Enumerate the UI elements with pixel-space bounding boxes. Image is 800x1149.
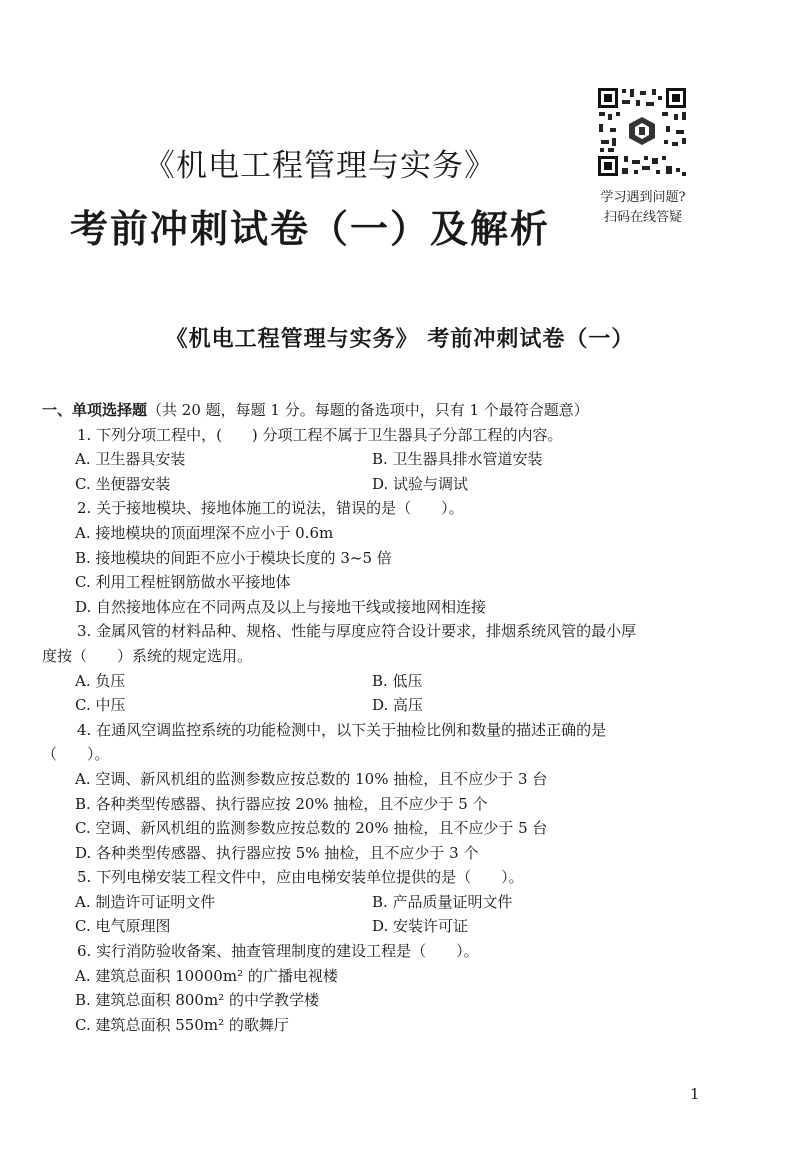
answer-option: C. 空调、新风机组的监测参数应按总数的 20% 抽检，且不应少于 5 台 — [75, 819, 548, 838]
answer-option: A. 空调、新风机组的监测参数应按总数的 10% 抽检，且不应少于 3 台 — [75, 769, 548, 788]
question-list — [42, 398, 722, 1037]
question-stem: 5. 下列电梯安装工程文件中，应由电梯安装单位提供的是（ ）。 — [77, 868, 524, 887]
section-heading — [42, 398, 722, 423]
answer-option: D. 安装许可证 — [372, 917, 469, 936]
answer-option: A. 负压 — [75, 671, 126, 690]
qr-caption-line: 学习遇到问题? — [600, 190, 686, 205]
book-subtitle: 《机电工程管理与实务》 — [144, 148, 496, 184]
option-row — [42, 447, 722, 472]
answer-option: B. 低压 — [372, 671, 423, 690]
option-row — [42, 914, 722, 939]
section-label: 一、单项选择题 — [42, 401, 148, 419]
answer-option: A. 制造许可证明文件 — [75, 892, 216, 911]
qr-caption-line: 扫码在线答疑 — [603, 210, 682, 225]
answer-option: A. 卫生器具安装 — [75, 450, 186, 469]
answer-option: D. 各种类型传感器、执行器应按 5% 抽检，且不应少于 3 个 — [75, 843, 479, 862]
qr-code[interactable] — [596, 86, 688, 178]
option-row — [42, 669, 722, 694]
answer-option: D. 试验与调试 — [372, 474, 469, 493]
answer-option: A. 建筑总面积 10000m² 的广播电视楼 — [75, 966, 338, 985]
option-row — [42, 890, 722, 915]
question-stem-continued: （ ）。 — [42, 745, 110, 764]
option-row — [42, 472, 722, 497]
answer-option: D. 自然接地体应在不同两点及以上与接地干线或接地网相连接 — [75, 597, 487, 616]
answer-option: B. 卫生器具排水管道安装 — [372, 450, 543, 469]
answer-option: C. 建筑总面积 550m² 的歌舞厅 — [75, 1015, 289, 1034]
answer-option: A. 接地模块的顶面埋深不应小于 0.6m — [75, 523, 334, 542]
answer-option: B. 各种类型传感器、执行器应按 20% 抽检，且不应少于 5 个 — [75, 794, 488, 813]
option-row — [42, 693, 722, 718]
qr-caption — [578, 188, 708, 228]
page-number: 1 — [690, 1085, 700, 1103]
question-stem: 4. 在通风空调监控系统的功能检测中，以下关于抽检比例和数量的描述正确的是 — [77, 720, 607, 739]
question-stem-continued: 度按（ ）系统的规定选用。 — [42, 646, 253, 665]
section-note: （共 20 题，每题 1 分。每题的备选项中，只有 1 个最符合题意） — [147, 401, 589, 419]
exam-title: 《机电工程管理与实务》 考前冲刺试卷（一） — [165, 326, 635, 352]
answer-option: D. 高压 — [372, 696, 424, 715]
answer-option: B. 接地模块的间距不应小于模块长度的 3~5 倍 — [75, 548, 392, 567]
answer-option: C. 电气原理图 — [75, 917, 171, 936]
answer-option: C. 坐便器安装 — [75, 474, 171, 493]
question-stem: 3. 金属风管的材料品种、规格、性能与厚度应符合设计要求，排烟系统风管的最小厚 — [77, 622, 637, 641]
answer-option: B. 建筑总面积 800m² 的中学教学楼 — [75, 991, 319, 1010]
question-stem: 1. 下列分项工程中，( ) 分项工程不属于卫生器具子分部工程的内容。 — [77, 425, 563, 444]
answer-option: C. 利用工程桩钢筋做水平接地体 — [75, 573, 291, 592]
answer-option: C. 中压 — [75, 696, 126, 715]
question-stem: 6. 实行消防验收备案、抽查管理制度的建设工程是（ ）。 — [77, 942, 479, 961]
book-title: 考前冲刺试卷（一）及解析 — [69, 207, 550, 251]
question-stem: 2. 关于接地模块、接地体施工的说法，错误的是（ ）。 — [77, 499, 464, 518]
answer-option: B. 产品质量证明文件 — [372, 892, 513, 911]
